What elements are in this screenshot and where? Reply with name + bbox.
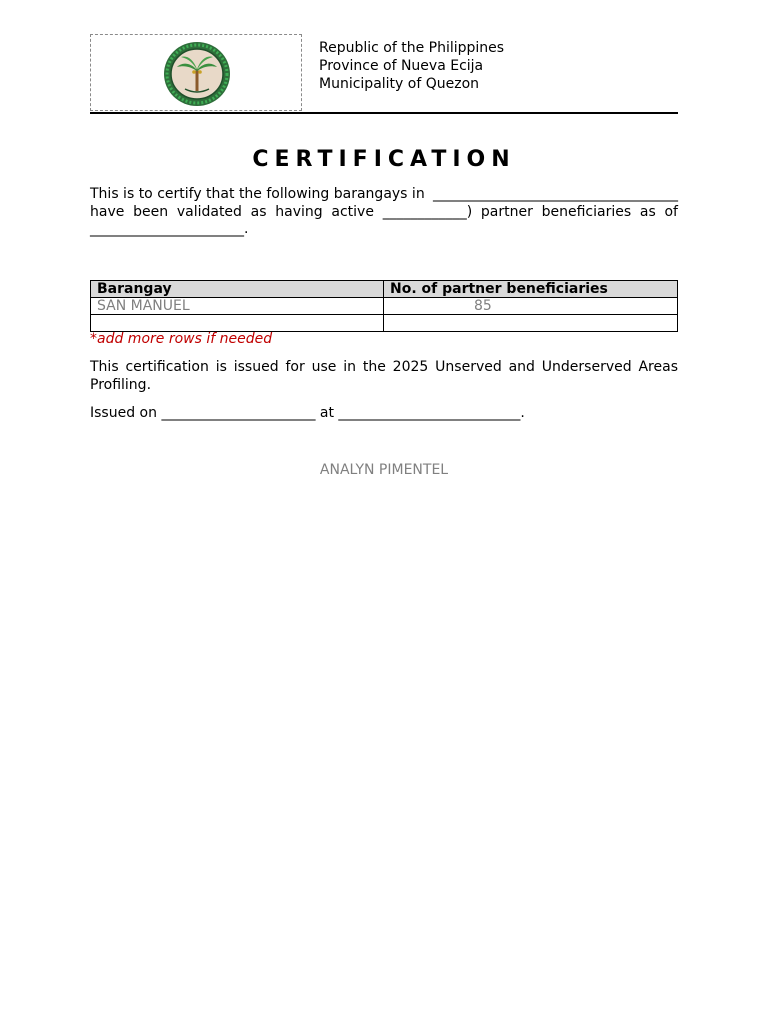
- add-rows-note: *add more rows if needed: [90, 331, 273, 347]
- municipal-seal-icon: [163, 41, 231, 107]
- certify-line-1: [90, 186, 678, 204]
- header-barangay: Barangay: [91, 281, 384, 298]
- at-label: at: [319, 405, 334, 421]
- beneficiaries-cell[interactable]: 85: [384, 298, 678, 315]
- document-title: CERTIFICATION: [252, 147, 516, 172]
- line2-word: validated: [176, 203, 242, 220]
- letterhead: [90, 34, 678, 114]
- address-line-municipality: Municipality of Quezon: [319, 76, 480, 92]
- certify-line-3: [90, 221, 678, 239]
- logo-frame[interactable]: [90, 34, 302, 111]
- line2-word: active: [331, 203, 374, 220]
- line2-word: beneficiaries: [541, 203, 632, 220]
- line2-word: as: [639, 203, 656, 220]
- line2-word: partner: [480, 203, 533, 220]
- purpose-paragraph: This certification is issued for use in the 2025 Unserved and Underserved Areas Profiling.: [90, 359, 678, 393]
- municipality-blank[interactable]: ___________________________________: [433, 186, 678, 202]
- issue-date-blank[interactable]: ______________________: [161, 405, 316, 421]
- certify-line-2: [90, 204, 678, 222]
- line2-word: as: [250, 203, 267, 220]
- barangay-cell[interactable]: SAN MANUEL: [91, 298, 384, 315]
- issued-line-period: .: [520, 405, 525, 421]
- certify-text: This is to certify that the following barangays in: [90, 186, 425, 202]
- issued-line: [90, 405, 525, 421]
- line2-word: having: [275, 203, 323, 220]
- issue-place-blank[interactable]: __________________________: [338, 405, 521, 421]
- line3-period: .: [244, 221, 249, 237]
- address-line-republic: Republic of the Philippines: [319, 40, 505, 56]
- header-beneficiaries: No. of partner beneficiaries: [384, 281, 678, 298]
- beneficiaries-cell[interactable]: [384, 315, 678, 332]
- issued-on-label: Issued on: [90, 405, 157, 421]
- certify-paragraph[interactable]: [90, 186, 678, 239]
- beneficiaries-table: [90, 280, 678, 332]
- line2-word: have: [90, 203, 125, 220]
- line2-word: of: [664, 203, 678, 220]
- header-divider: [90, 112, 678, 114]
- document-page: [90, 34, 678, 478]
- signatory-name[interactable]: ANALYN PIMENTEL: [319, 462, 449, 478]
- address-block: [319, 39, 504, 93]
- barangay-cell[interactable]: [91, 315, 384, 332]
- table-row: [91, 315, 678, 332]
- line2-word: been: [133, 203, 169, 220]
- table-header-row: [91, 281, 678, 298]
- address-line-province: Province of Nueva Ecija: [319, 58, 484, 74]
- beneficiary-count-blank[interactable]: ____________): [382, 203, 473, 220]
- table-row: [91, 298, 678, 315]
- as-of-date-blank[interactable]: ______________________: [90, 221, 244, 237]
